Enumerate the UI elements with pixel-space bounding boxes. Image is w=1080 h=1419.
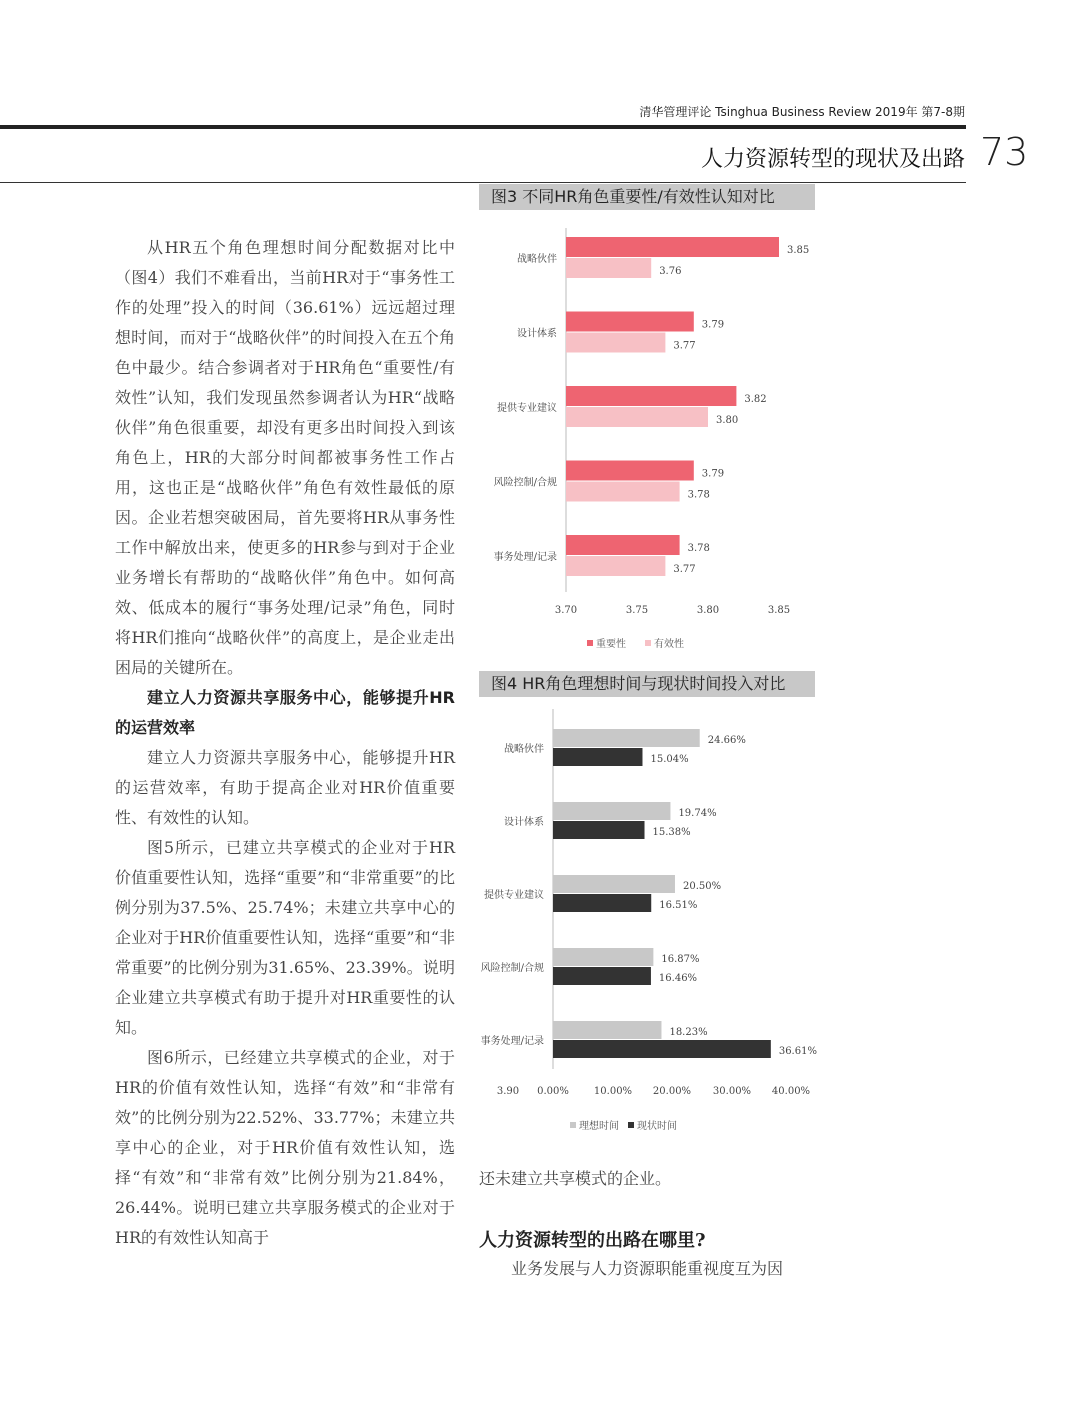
data-label: 18.23% [669, 1027, 708, 1038]
legend-label: 理想时间 [579, 1121, 619, 1132]
legend-label: 有效性 [654, 639, 684, 650]
x-tick-label: 10.00% [593, 1086, 633, 1097]
category-label: 提供专业建议 [484, 890, 544, 901]
x-tick-label: 3.75 [625, 605, 649, 616]
x-tick-label: 30.00% [712, 1086, 752, 1097]
bar-有效性 [566, 333, 665, 353]
data-label: 16.46% [658, 973, 698, 984]
figure-4-title: 图4 HR角色理想时间与现状时间投入对比 [479, 671, 815, 697]
category-label: 风险控制/合规 [493, 477, 557, 489]
bar-有效性 [566, 258, 651, 278]
figure-4-chart [470, 699, 820, 1144]
page-title: 人力资源转型的现状及出路 [700, 147, 965, 172]
category-label: 事务处理/记录 [480, 1036, 544, 1047]
bar-重要性 [566, 312, 694, 332]
bar-理想时间 [553, 1021, 661, 1039]
x-tick-label: 3.80 [696, 605, 720, 616]
bar-重要性 [566, 461, 694, 481]
legend-swatch [570, 1122, 576, 1128]
header-rule [0, 125, 966, 129]
data-label: 15.04% [650, 754, 689, 765]
category-label: 战略伙伴 [504, 744, 544, 755]
x-tick-label: 3.85 [767, 605, 791, 616]
bar-现状时间 [553, 967, 651, 985]
page-number: 73 [980, 130, 1029, 174]
legend-label: 重要性 [596, 639, 626, 650]
data-label: 3.76 [659, 266, 682, 277]
paragraph-2: 建立人力资源共享服务中心，能够提升HR的运营效率，有助于提高企业对HR价值重要性、有效性的认知。 [115, 748, 455, 827]
bar-现状时间 [553, 1040, 771, 1058]
bar-理想时间 [553, 948, 653, 966]
section-start-text: 业务发展与人力资源职能重视度互为因 [511, 1259, 784, 1278]
header-underline [0, 182, 966, 183]
category-label: 事务处理/记录 [493, 552, 557, 563]
section-subheading: 建立人力资源共享服务中心，能够提升HR的运营效率 [115, 688, 455, 737]
data-label: 3.77 [673, 340, 696, 352]
category-label: 提供专业建议 [497, 403, 557, 414]
bar-现状时间 [553, 894, 651, 912]
category-label: 风险控制/合规 [480, 963, 544, 974]
journal-header: 清华管理评论 Tsinghua Business Review 2019年 第7-8期 [639, 105, 965, 119]
paragraph-4: 图6所示，已经建立共享模式的企业，对于HR的价值有效性认知，选择“有效”和“非常有效”的比例分别为22.52%、33.77%；未建立共享中心的企业，对于HR价值有效性认知，选择“有效”和“非常有效”比例分别为21.84%，26.44%。说明已建立共享服务模式的企业对于HR的有效性认知高于 [115, 1048, 455, 1247]
legend-swatch [645, 640, 651, 646]
data-label: 15.38% [652, 827, 691, 838]
legend-swatch [587, 640, 593, 646]
bar-有效性 [566, 556, 665, 576]
legend-label: 现状时间 [637, 1121, 677, 1132]
figure-3-title: 图3 不同HR角色重要性/有效性认知对比 [479, 184, 815, 210]
legend-swatch [628, 1122, 634, 1128]
data-label: 24.66% [707, 735, 746, 746]
data-label: 3.79 [701, 468, 725, 480]
x-tick-label: 0.00% [537, 1086, 569, 1097]
bar-有效性 [566, 482, 680, 502]
x-tick-label: 20.00% [652, 1086, 692, 1097]
bar-重要性 [566, 535, 680, 555]
category-label: 设计体系 [517, 328, 557, 340]
section-heading: 人力资源转型的出路在哪里? [479, 1230, 706, 1251]
data-label: 3.80 [716, 415, 739, 426]
bar-理想时间 [553, 802, 670, 820]
category-label: 战略伙伴 [517, 254, 557, 265]
x-tick-label: 3.70 [554, 605, 578, 616]
paragraph-3: 图5所示，已建立共享模式的企业对于HR价值重要性认知，选择“重要”和“非常重要”的比例分别为37.5%、25.74%；未建立共享中心的企业对于HR价值重要性认知，选择“重要”和“非常重要”的比例分别为31.65%、23.39%。说明企业建立共享模式有助于提升对HR重要性的认知。 [115, 838, 455, 1037]
x-tick-label: 40.00% [771, 1086, 811, 1097]
bar-有效性 [566, 407, 708, 427]
figure-3-chart [479, 212, 815, 662]
right-continuation-text: 还未建立共享模式的企业。 [479, 1169, 672, 1188]
data-label: 3.79 [701, 319, 725, 331]
bar-现状时间 [553, 748, 642, 766]
bar-理想时间 [553, 875, 675, 893]
paragraph-1: 从HR五个角色理想时间分配数据对比中（图4）我们不难看出，当前HR对于“事务性工作的处理”投入的时间（36.61%）远远超过理想时间，而对于“战略伙伴”的时间投入在五个角色中最少。结合参调者对于HR角色“重要性/有效性”认知，我们发现虽然参调者认为HR“战略伙伴”角色很重要，却没有更多出时间投入到该角色上，HR的大部分时间都被事务性工作占用，这也正是“战略伙伴”角色有效性最低的原因。企业若想突破困局，首先要将HR从事务性工作中解放出来，使更多的HR参与到对于企业业务增长有帮助的“战略伙伴”角色中。如何高效、低成本的履行“事务处理/记录”角色，同时将HR们推向“战略伙伴”的高度上，是企业走出困局的关键所在。 [115, 238, 455, 677]
left-column [115, 233, 455, 1253]
bar-理想时间 [553, 729, 700, 747]
data-label: 3.78 [687, 489, 710, 501]
data-label: 3.78 [687, 543, 710, 554]
category-label: 设计体系 [504, 817, 544, 828]
data-label: 16.87% [661, 954, 700, 965]
bar-重要性 [566, 237, 779, 257]
bar-现状时间 [553, 821, 645, 839]
x-tick-label: 3.90 [496, 1086, 520, 1097]
data-label: 3.85 [787, 245, 810, 256]
bar-重要性 [566, 386, 736, 406]
data-label: 36.61% [778, 1046, 817, 1057]
data-label: 3.77 [673, 564, 696, 575]
data-label: 19.74% [678, 808, 717, 819]
data-label: 3.82 [744, 394, 767, 405]
data-label: 16.51% [659, 900, 698, 911]
data-label: 20.50% [682, 881, 722, 892]
